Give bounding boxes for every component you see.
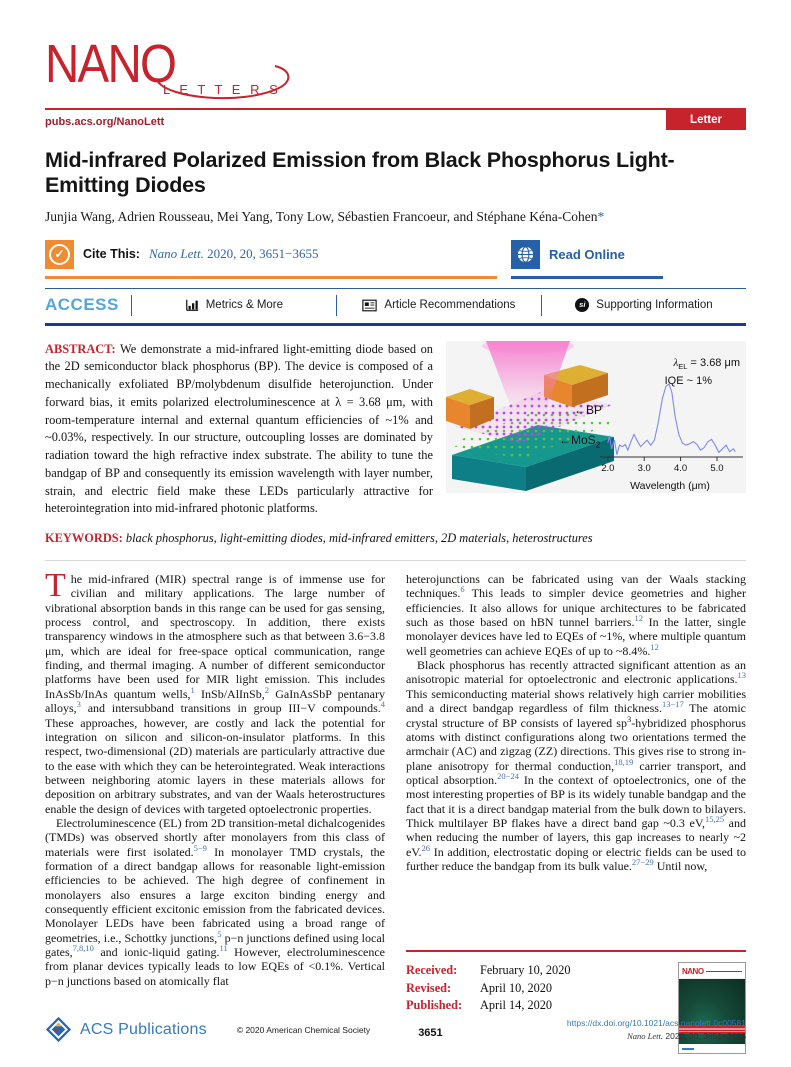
reference-link[interactable]: 12	[634, 613, 643, 624]
bp-layer-label: ←BP	[574, 402, 603, 417]
keywords-label: KEYWORDS:	[45, 531, 123, 546]
reference-link[interactable]: 27−29	[631, 856, 654, 867]
device-schematic	[446, 341, 618, 493]
x-tick-label: 2.0	[601, 462, 615, 474]
logo-letters-text: L E T T E R S	[163, 82, 281, 97]
paragraph	[45, 572, 385, 816]
corresponding-author-mark[interactable]: *	[597, 208, 605, 224]
journal-site-url: pubs.acs.org/NanoLett	[45, 116, 165, 128]
peak-wavelength-annotation: $\lambda_{EL} = 3.68$ μm	[673, 356, 740, 371]
reference-link[interactable]: 5	[217, 928, 222, 939]
drop-cap: T	[45, 572, 66, 605]
reference-link[interactable]: 13−17	[661, 699, 684, 710]
read-online-label: Read Online	[549, 246, 625, 262]
nano-letters-logo	[45, 34, 746, 104]
superscript: 3	[626, 713, 632, 724]
x-tick-label: 4.0	[673, 462, 688, 474]
reference-link[interactable]: 20−24	[497, 770, 519, 781]
reference-link[interactable]: 1	[190, 684, 195, 695]
reference-link[interactable]: 4	[380, 699, 385, 710]
paragraph: Electroluminescence (EL) from 2D transition-metal dichalcogenides (TMDs) was observed shortly after monolayers from this class of materials were first isolated.$^{5-9}$ In monolayer TMD crystals, the formation of a direct bandgap allows for reasonable light-emission efficiencies to be achieved. The high degree of confinement in monolayers also ensures a large exciton binding energy and consequently efficient excitonic emission from the fabricated devices. Monolayer LEDs have been fabricated using a broad range of geometries, i.e., Schottky junctions,$^5$ p−n junctions defined using local gates,$^{7,8,10}$ and ionic-liquid gating.$^{11}$ However, electroluminescence from planar devices typically leads to low EQEs of <0.1%. Vertical p−n junctions based on atomically flat	[45, 815, 386, 988]
doi-link[interactable]: https://dx.doi.org/10.1021/acs.nanolett.0c00581	[566, 1018, 746, 1029]
reference-link[interactable]: 7,8,10	[72, 943, 94, 953]
x-tick-label: 5.0	[710, 462, 724, 474]
abstract-label: ABSTRACT:	[45, 341, 116, 356]
iqe-annotation: IQE ~ 1%	[664, 374, 712, 387]
published-row: Published: April 14, 2020	[406, 998, 553, 1013]
reference-link[interactable]: 5−9	[193, 842, 207, 853]
reference-link[interactable]: 6	[460, 584, 465, 595]
author-list: Junjia Wang, Adrien Rousseau, Mei Yang, Tony Low, Sébastien Francoeur, and Stéphane Kéna-Cohen*	[45, 208, 605, 224]
paragraph: Black phosphorus has recently attracted significant attention as an anisotropic material for optoelectronic and electronic applications.$^{13}$ This semiconducting material shows relatively high carrier mobilities and a direct bandgap regardless of film thickness.$^{13-17}$ The atomic crystal structure of BP consists of layered $sp^3$-hybridized phosphorus atoms with distinct configurations along two orientations termed the armchair (AC) and zigzag (ZZ) directions. This gives rise to strong in-plane anisotropy for thermal conduction,$^{18,19}$ carrier transport, and optical absorption.$^{20-24}$ In the context of optoelectronics, one of the most interesting properties of BP is its widely tunable bandgap and the fact that it is a direct bandgap material from the bulk down to bilayers. Thick multilayer BP flakes have a direct band gap ~0.3 eV,$^{15,25}$ and when reducing the number of layers, this gap increases to nearly ~2 eV.$^{26}$ In addition, electrostatic doping or electric fields can be used to further reduce the bandgap from its bulk value.$^{27-29}$ Until now,	[406, 658, 746, 873]
paragraph: heterojunctions can be fabricated using van der Waals stacking techniques.$^6$ This leads to simpler device geometries and higher efficiencies. It also allows for unique architectures to be fabricated such as those based on hBN tunnel barriers.$^{12}$ In the latter, single monolayer devices have led to EQEs of ~1%, where multiple quantum well geometries can achieve EQEs of up to ~8.4%.$^{12}$	[406, 572, 746, 658]
x-axis-label: Wavelength (μm)	[630, 479, 710, 492]
logo-nano-text: NANO	[45, 34, 176, 94]
article-type-badge: Letter	[666, 110, 746, 130]
article-recommendations-link[interactable]: Article Recommendations	[337, 299, 541, 312]
page-title: Mid-infrared Polarized Emission from Black Phosphorus Light-Emitting Diodes	[45, 148, 675, 198]
acs-diamond-icon	[45, 1016, 72, 1043]
paragraph-text: he mid-infrared (MIR) spectral range is of immense use for civilian and military applications. The large number of vibrational absorption bands in this range can be used for gas sensing, process control, and spectroscopy. In addition, there exists transparency windows in the atmosphere such as that between 3.6−3.8 μm, which are ideal for free-space optical communication, range finding, and thermal imaging. A number of different semiconductor platforms have been used for MIR light emission. This includes InAsSb/InAs quantum wells,$^1$ InSb/AlInSb,$^2$ GaInAsSbP pentanary alloys,$^3$ and intersubband transitions in group III−V compounds.$^4$ These approaches, however, are costly and lack the potential for integration on silicon and silicon-on-insulator platforms. In this respect, two-dimensional (2D) materials are particularly attractive due to the ease with which they can be heterointegrated. Weak interactions between neighboring atomic layers in these materials allows for deposition on arbitrary substrates, and van der Waals heterostructures enable the design of devices with targeted optoelectronic properties.	[45, 572, 385, 816]
reference-link[interactable]: 26	[421, 842, 430, 853]
page-footer	[45, 1016, 746, 1043]
read-online-button[interactable]	[511, 240, 663, 279]
reference-link[interactable]: 3	[76, 699, 81, 710]
access-link[interactable]: ACCESS	[45, 295, 119, 315]
reference-link[interactable]: 2	[264, 684, 269, 695]
copyright-text: © 2020 American Chemical Society	[236, 1024, 371, 1035]
reference-link[interactable]: 15,25	[704, 813, 725, 824]
reference-link[interactable]: 11	[219, 943, 228, 953]
si-icon: si	[575, 298, 589, 312]
el-spectrum-plot	[594, 345, 746, 493]
reference-link[interactable]: 13	[737, 670, 746, 681]
el-spectrum-curve	[608, 384, 735, 455]
mos2-layer-label: ←MoS$_2$	[559, 432, 601, 450]
supporting-information-link[interactable]: si Supporting Information	[542, 298, 746, 312]
body-column-left	[45, 572, 385, 1054]
keywords	[45, 531, 746, 546]
footer-citation: Nano Lett. 2020, 20, 3651−3655	[627, 1030, 746, 1041]
received-row: Received: February 10, 2020	[406, 963, 571, 978]
cite-check-icon: ✓	[45, 240, 74, 269]
acs-publications-logo[interactable]: ACS Publications	[45, 1016, 207, 1043]
journal-cover-thumbnail[interactable]: NANO	[678, 962, 746, 1054]
globe-icon	[511, 240, 540, 269]
bar-chart-icon	[185, 298, 199, 312]
metrics-and-more-link[interactable]: Metrics & More	[132, 298, 336, 312]
abstract	[45, 341, 433, 518]
access-bar	[45, 288, 746, 326]
keywords-text: black phosphorus, light-emitting diodes, mid-infrared emitters, 2D materials, heterostructures	[125, 531, 593, 546]
abstract-text: We demonstrate a mid-infrared light-emitting diode based on the 2D semiconductor black phosphorus (BP). The device is composed of a mechanically exfoliated BP/molybdenum disulfide heterojunction. Under forward bias, it emits polarized electroluminescence at λ = 3.68 μm, with room-temperature internal and external quantum efficiencies of ~1% and ~0.03%, respectively. In our structure, outcoupling losses are dominated by radiation toward the high refractive index substrate. The ability to tune the bandgap of BP and consequently its emission wavelength with layer number, strain, and electric field make these LEDs particularly attractive for heterointegration into mid-infrared photonic platforms.	[45, 341, 433, 516]
revised-row: Revised: April 10, 2020	[406, 980, 553, 995]
reference-link[interactable]: 18,19	[614, 756, 634, 767]
article-icon	[362, 299, 377, 312]
abstract-graphic	[446, 341, 746, 493]
x-tick-label: 3.0	[637, 462, 651, 474]
cite-this-button[interactable]	[45, 240, 497, 279]
citation-text[interactable]: Nano Lett. 2020, 20, 3651−3655	[148, 246, 319, 262]
cite-this-label: Cite This:	[83, 247, 140, 262]
body-column-right	[406, 572, 746, 1054]
page-number: 3651	[418, 1026, 443, 1039]
section-divider	[45, 560, 746, 561]
reference-link[interactable]: 12	[650, 641, 659, 652]
